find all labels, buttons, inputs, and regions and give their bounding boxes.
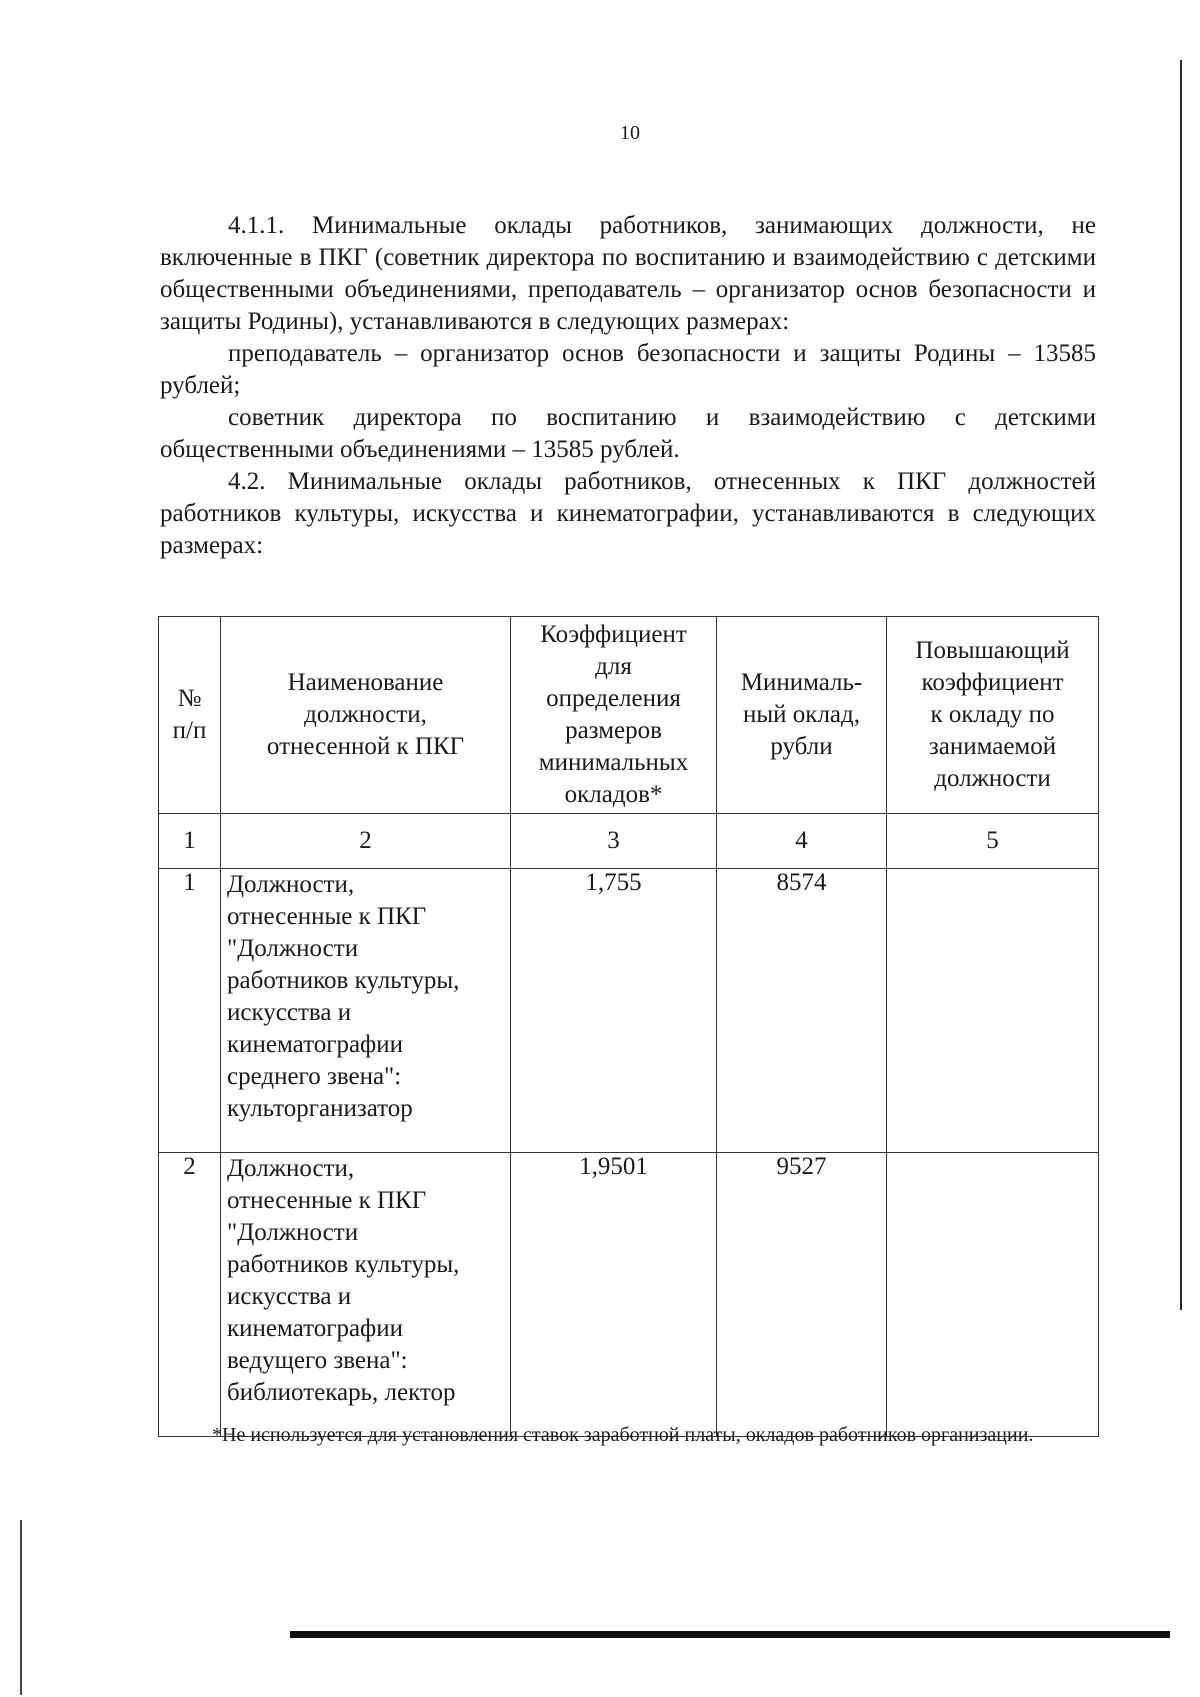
raising-coefficient-cell bbox=[887, 1153, 1099, 1437]
table-row bbox=[159, 1153, 1099, 1437]
row-number: 1 bbox=[159, 869, 221, 1153]
position-name-cell: Должности, отнесенные к ПКГ "Должности работников культуры, искусства и кинематографии ведущего звена": библиотекарь, лектор bbox=[221, 1153, 511, 1437]
footnote-line: *Не используется для установления ставок заработной платы, окладов bbox=[212, 1424, 814, 1446]
scan-bottom-edge bbox=[290, 1631, 1170, 1638]
column-number: 4 bbox=[717, 814, 887, 869]
paragraph-line: включенные в ПКГ (советник директора по воспитанию и bbox=[160, 244, 786, 271]
paragraph-line: преподаватель – организатор основ безопасности и защиты Родины), bbox=[160, 276, 1096, 335]
page-number: 10 bbox=[620, 122, 640, 144]
paragraph-line: устанавливаются в следующих размерах: bbox=[349, 308, 790, 335]
document-body bbox=[160, 210, 1096, 562]
column-number: 3 bbox=[511, 814, 717, 869]
paragraph-line: общественными объединениями – 13585 рублей. bbox=[160, 436, 680, 463]
table-header-row bbox=[159, 617, 1099, 814]
header-coefficient: Коэффициент для определения размеров минимальных окладов* bbox=[511, 617, 717, 814]
position-name-cell: Должности, отнесенные к ПКГ "Должности работников культуры, искусства и кинематографии среднего звена": культорганизатор bbox=[221, 869, 511, 1153]
column-number: 2 bbox=[221, 814, 511, 869]
row-number: 2 bbox=[159, 1153, 221, 1437]
column-number: 5 bbox=[887, 814, 1099, 869]
header-number: № п/п bbox=[159, 617, 221, 814]
paragraph-line: 4.1.1. Минимальные оклады работников, занимающих должности, не bbox=[228, 212, 1096, 239]
scan-edge-right bbox=[1180, 60, 1182, 1310]
paragraph-line: 4.2. Минимальные оклады работников, отнесенных к ПКГ bbox=[228, 468, 947, 495]
paragraph-line: устанавливаются в следующих размерах: bbox=[160, 500, 1097, 559]
table-row bbox=[159, 869, 1099, 1153]
scan-edge-left bbox=[20, 1520, 22, 1695]
footnote bbox=[152, 1420, 1098, 1451]
min-salary-cell: 9527 bbox=[717, 1153, 887, 1437]
header-raising-coefficient: Повышающий коэффициент к окладу по занимаемой должности bbox=[887, 617, 1099, 814]
item-teacher-organizer bbox=[160, 338, 1096, 402]
paragraph-line: преподаватель – организатор основ безопасности и защиты Родины – bbox=[228, 340, 1021, 367]
paragraph-line: должностей работников культуры, искусства и кинематографии, bbox=[160, 468, 1096, 527]
header-min-salary: Минималь- ный оклад, рубли bbox=[717, 617, 887, 814]
footnote-line: работников организации. bbox=[818, 1424, 1034, 1446]
item-director-advisor bbox=[160, 402, 1096, 466]
column-number-row bbox=[159, 814, 1099, 869]
coefficient-cell: 1,9501 bbox=[511, 1153, 717, 1437]
header-position-name: Наименование должности, отнесенной к ПКГ bbox=[221, 617, 511, 814]
raising-coefficient-cell bbox=[887, 869, 1099, 1153]
paragraph-4-2 bbox=[160, 466, 1096, 562]
paragraph-line: взаимодействию с детскими общественными объединениями, bbox=[160, 244, 1096, 303]
coefficient-cell: 1,755 bbox=[511, 869, 717, 1153]
paragraph-4-1-1 bbox=[160, 210, 1096, 338]
column-number: 1 bbox=[159, 814, 221, 869]
paragraph-line: советник директора по воспитанию и взаимодействию с детскими bbox=[228, 404, 1096, 431]
paragraph-line: 13585 рублей; bbox=[160, 340, 1097, 399]
salary-table bbox=[158, 616, 1099, 1437]
min-salary-cell: 8574 bbox=[717, 869, 887, 1153]
